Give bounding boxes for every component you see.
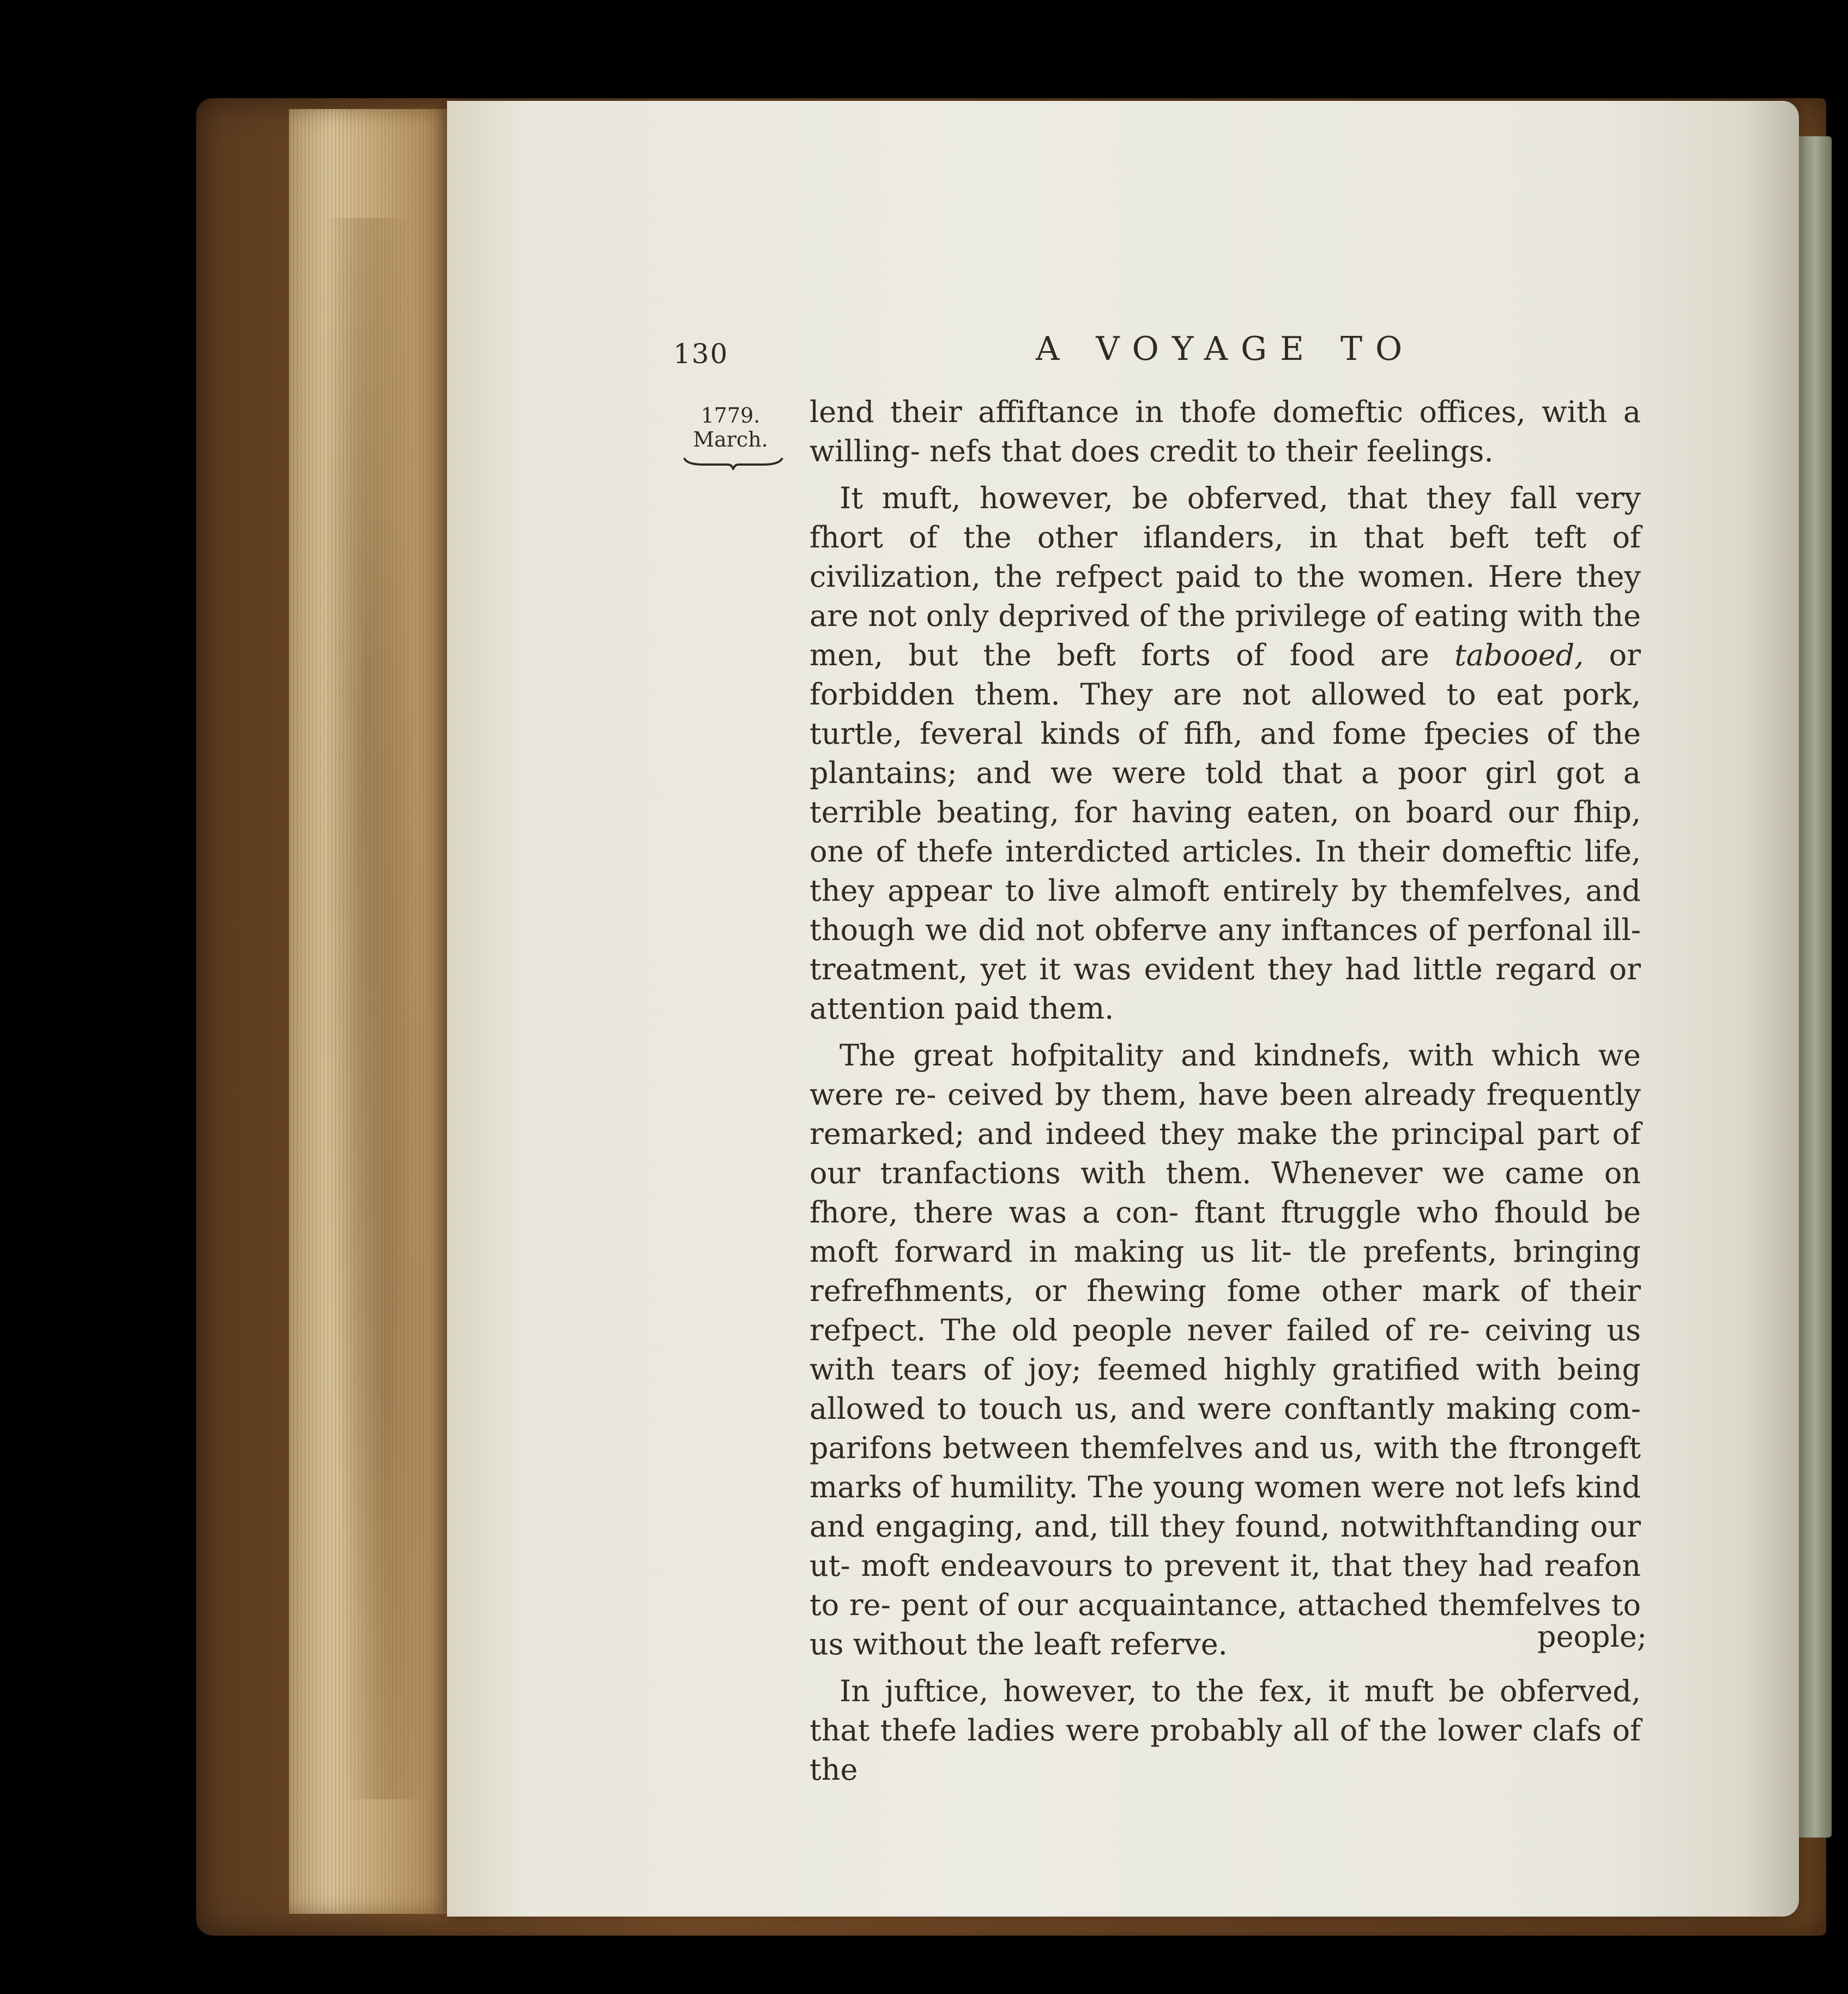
body-text xyxy=(810,393,1641,1797)
catchword: people; xyxy=(1537,1619,1647,1654)
paragraph-hospitality: The great hofpitality and kindnefs, with which we were re- ceived by them, have been already frequently remarked; and indeed they make the principal part of our tranfactions with them. Whenever we came on fhore, there was a con- ftant ftruggle who fhould be moft forward in making us lit- tle prefents, bringing refrefhments, or fhewing fome other mark of their refpect. The old people never failed of re- ceiving us with tears of joy; feemed highly gratified with being allowed to touch us, and were conftantly making com- parifons between themfelves and us, with the ftrongeft marks of humility. The young women were not lefs kind and engaging, and, till they found, notwithftanding our ut- moft endeavours to prevent it, that they had reafon to re- pent of our acquaintance, attached themfelves to us without the leaft referve. xyxy=(810,1038,1641,1661)
paragraph-justice: In juftice, however, to the fex, it muft be obferved, that thefe ladies were probably all of the lower clafs of the xyxy=(810,1674,1641,1787)
paragraph-women-part2: or forbidden them. They are not allowed to eat pork, turtle, feveral kinds of fifh, and fome fpecies of the plantains; and we were told that a poor girl got a terrible beating, for having eaten, on board our fhip, one of thefe interdicted articles. In their domeftic life, they appear to live almoft entirely by themfelves, and though we did not obferve any inftances of perfonal ill-treatment, yet it was evident they had little regard or attention paid them. xyxy=(810,638,1641,1026)
margin-note-year: 1779. xyxy=(700,403,760,427)
margin-note-month: March. xyxy=(693,427,768,451)
brace-icon xyxy=(681,454,785,470)
margin-note xyxy=(676,403,785,451)
paragraph-continued: lend their affiftance in thofe domeftic offices, with a willing- nefs that does credit to their feelings. xyxy=(810,395,1641,468)
italic-term: tabooed, xyxy=(1454,638,1584,672)
paragraph-women-part1: It muft, however, be obferved, that they fall very fhort of the other iflanders, in that beft teft of civilization, the refpect paid to the women. Here they are not only deprived of the privilege of eating with the men, but the beft forts of food are xyxy=(810,481,1641,672)
running-head: A VOYAGE TO xyxy=(1036,330,1416,368)
paragraph-women xyxy=(810,479,1641,1028)
page-number: 130 xyxy=(673,338,729,370)
